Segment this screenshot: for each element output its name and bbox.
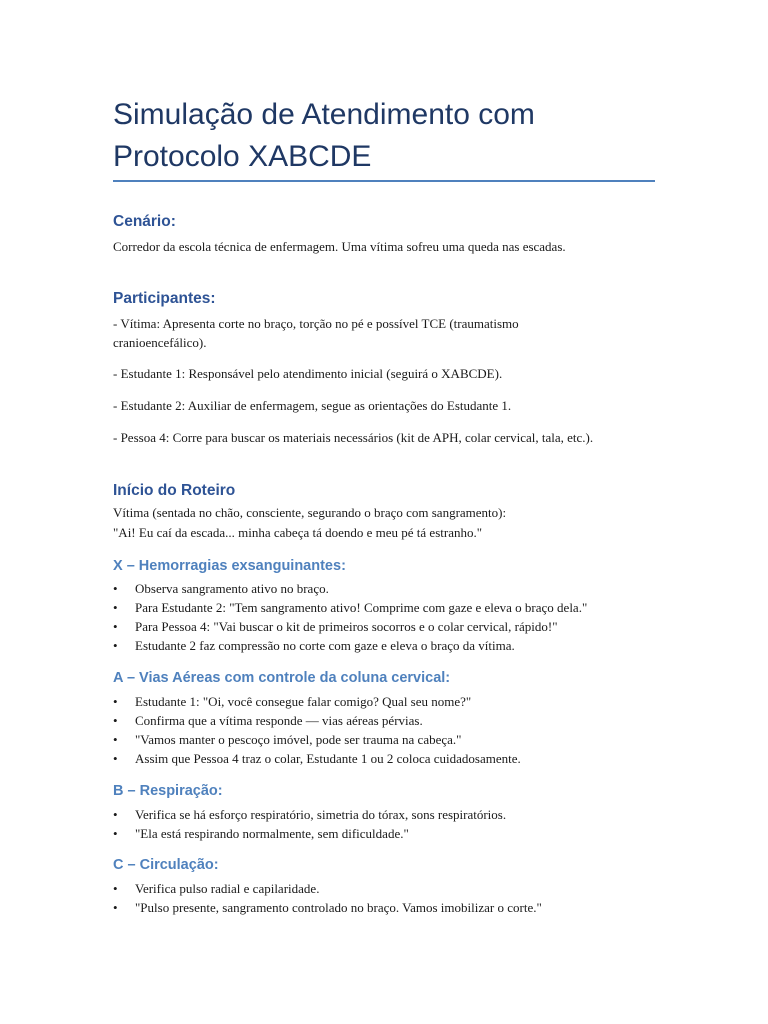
participante-vitima: - Vítima: Apresenta corte no braço, torção no pé e possível TCE (traumatismo cranioencefálico). xyxy=(113,316,519,350)
bullet-icon: • xyxy=(113,807,118,822)
bullet-icon: • xyxy=(113,751,118,766)
bullet-icon: • xyxy=(113,600,118,615)
bullet-icon: • xyxy=(113,881,118,896)
participante-estudante-2: - Estudante 2: Auxiliar de enfermagem, segue as orientações do Estudante 1. xyxy=(113,398,512,413)
inicio-line-2: "Ai! Eu caí da escada... minha cabeça tá doendo e meu pé tá estranho." xyxy=(113,525,483,540)
bullet-icon: • xyxy=(113,732,118,747)
cenario-text: Corredor da escola técnica de enfermagem. Uma vítima sofreu uma queda nas escadas. xyxy=(113,239,566,254)
x-heading: X – Hemorragias exsanguinantes: xyxy=(113,558,346,574)
bullet-icon: • xyxy=(113,638,118,653)
bullet-icon: • xyxy=(113,694,118,709)
a-heading: A – Vias Aéreas com controle da coluna cervical: xyxy=(113,670,451,686)
b-heading: B – Respiração: xyxy=(113,783,223,799)
bullet-icon: • xyxy=(113,713,118,728)
bullet-icon: • xyxy=(113,619,118,634)
c-heading: C – Circulação: xyxy=(113,857,219,873)
bullet-icon: • xyxy=(113,826,118,841)
participantes-heading: Participantes: xyxy=(113,290,216,307)
bullet-icon: • xyxy=(113,581,118,596)
cenario-heading: Cenário: xyxy=(113,213,176,230)
title-underline xyxy=(113,180,655,182)
inicio-heading: Início do Roteiro xyxy=(113,482,236,499)
participante-pessoa-4: - Pessoa 4: Corre para buscar os materiais necessários (kit de APH, colar cervical, tala, etc.). xyxy=(113,430,594,445)
bullet-icon: • xyxy=(113,900,118,915)
document-title: Simulação de Atendimento com Protocolo XABCDE xyxy=(113,98,535,173)
participante-estudante-1: - Estudante 1: Responsável pelo atendimento inicial (seguirá o XABCDE). xyxy=(113,366,503,381)
inicio-line-1: Vítima (sentada no chão, consciente, segurando o braço com sangramento): xyxy=(113,505,507,520)
